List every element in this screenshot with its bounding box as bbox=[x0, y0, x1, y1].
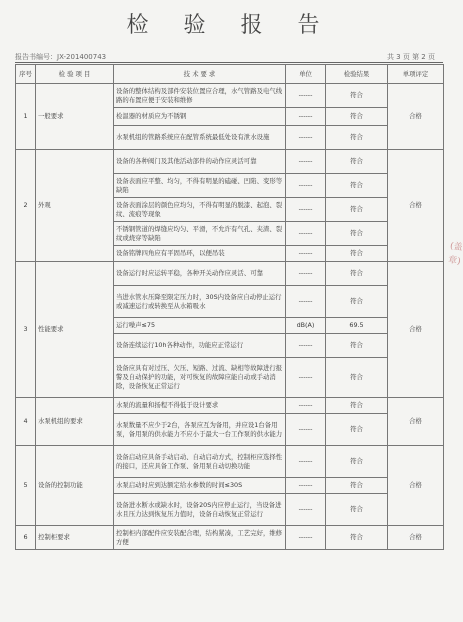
header-evaluation: 单项评定 bbox=[388, 65, 444, 84]
cell-requirement: 设备进水断水或缺水时，设备20S内应停止运行，当设备进水且压力达到恢复压力值时，设备自动恢复正常运行 bbox=[114, 494, 286, 526]
cell-result: 符合 bbox=[326, 334, 388, 358]
cell-unit: ------ bbox=[286, 150, 326, 174]
cell-evaluation: 合格 bbox=[388, 526, 444, 550]
cell-unit: ------ bbox=[286, 526, 326, 550]
report-number: 报告书编号：JX-201400743 bbox=[15, 53, 107, 61]
cell-unit: ------ bbox=[286, 262, 326, 286]
cell-requirement: 不锈钢管道的焊缝应均匀、平滑，不允许有气孔、夹渣、裂纹或烧穿等缺陷 bbox=[114, 222, 286, 246]
cell-no: 5 bbox=[16, 446, 36, 526]
cell-unit: ------ bbox=[286, 334, 326, 358]
table-header-row bbox=[16, 65, 444, 84]
cell-result: 符合 bbox=[326, 198, 388, 222]
cell-result: 符合 bbox=[326, 494, 388, 526]
cell-unit: ------ bbox=[286, 398, 326, 414]
cell-unit: ------ bbox=[286, 84, 326, 108]
cell-requirement: 设备启动应具备手动启动、自动启动方式，控制柜应选择性的接口，还应具备工作泵、备用泵自动切换功能 bbox=[114, 446, 286, 478]
cell-result: 符合 bbox=[326, 150, 388, 174]
table-row bbox=[16, 84, 444, 108]
cell-requirement: 当进水管水压降至限定压力时，30S内设备应自动停止运行或减速运行或转换至从水箱吸水 bbox=[114, 286, 286, 318]
cell-requirement: 设备运行时应运转平稳，各种开关动作应灵活、可靠 bbox=[114, 262, 286, 286]
cell-requirement: 设备应具有对过压、欠压、短路、过流、缺相等故障进行报警及自动保护的功能，对可恢复的故障应能自动或手动消除，设备恢复正常运行 bbox=[114, 358, 286, 398]
cell-result: 符合 bbox=[326, 414, 388, 446]
cell-requirement: 控制柜内部配件应安装配合理，结构紧凑，工艺完好，维修方便 bbox=[114, 526, 286, 550]
cell-result: 符合 bbox=[326, 174, 388, 198]
cell-no: 4 bbox=[16, 398, 36, 446]
cell-requirement: 检温器的材质应为不锈钢 bbox=[114, 108, 286, 126]
cell-unit: ------ bbox=[286, 494, 326, 526]
cell-result: 符合 bbox=[326, 108, 388, 126]
cell-requirement: 设备的各种阀门及其他活动部件的动作应灵活可靠 bbox=[114, 150, 286, 174]
cell-result: 符合 bbox=[326, 358, 388, 398]
cell-result: 符合 bbox=[326, 222, 388, 246]
cell-unit: ------ bbox=[286, 126, 326, 150]
table-row bbox=[16, 526, 444, 550]
cell-no: 6 bbox=[16, 526, 36, 550]
cell-requirement: 设备表面涂层的颜色应均匀，不得有明显的脱漆、起泡、裂纹、流痕等现象 bbox=[114, 198, 286, 222]
cell-item: 控制柜要求 bbox=[36, 526, 114, 550]
cell-unit: ------ bbox=[286, 414, 326, 446]
cell-unit: ------ bbox=[286, 446, 326, 478]
page-info: 共 3 页 第 2 页 bbox=[386, 53, 435, 61]
cell-evaluation: 合格 bbox=[388, 262, 444, 398]
cell-item: 性能要求 bbox=[36, 262, 114, 398]
header-item: 检 验 项 目 bbox=[36, 65, 114, 84]
cell-result: 符合 bbox=[326, 262, 388, 286]
header-divider bbox=[15, 62, 443, 63]
cell-unit: ------ bbox=[286, 108, 326, 126]
cell-no: 2 bbox=[16, 150, 36, 262]
cell-requirement: 设备连续运行10h各种动作，功能应正常运行 bbox=[114, 334, 286, 358]
cell-result: 69.5 bbox=[326, 318, 388, 334]
cell-unit: ------ bbox=[286, 358, 326, 398]
cell-requirement: 水泵的流量和扬程不得低于设计要求 bbox=[114, 398, 286, 414]
cell-requirement: 设备表面应平整、均匀，不得有明显的磕碰、凹陷、变形等缺陷 bbox=[114, 174, 286, 198]
header-requirement: 技 术 要 求 bbox=[114, 65, 286, 84]
cell-requirement: 运行噪声≤75 bbox=[114, 318, 286, 334]
cell-requirement: 设备铭牌四角应有平固吊环，以便吊装 bbox=[114, 246, 286, 262]
report-title: 检 验 报 告 bbox=[126, 13, 334, 38]
seal-stamp: (盖章) bbox=[447, 241, 463, 267]
cell-requirement: 水泵机组的管路系统应在配管系统最低处设有泄水设施 bbox=[114, 126, 286, 150]
cell-result: 符合 bbox=[326, 286, 388, 318]
table-row bbox=[16, 398, 444, 414]
cell-result: 符合 bbox=[326, 478, 388, 494]
cell-unit: ------ bbox=[286, 222, 326, 246]
cell-requirement: 设备的整体结构及部件安装位置应合理，水气管路及电气线路的布置应便于安装和维修 bbox=[114, 84, 286, 108]
cell-item: 水泵机组的要求 bbox=[36, 398, 114, 446]
table-row bbox=[16, 446, 444, 478]
cell-item: 外观 bbox=[36, 150, 114, 262]
inspection-table bbox=[15, 64, 444, 550]
cell-result: 符合 bbox=[326, 126, 388, 150]
cell-unit: ------ bbox=[286, 246, 326, 262]
cell-unit: dB(A) bbox=[286, 318, 326, 334]
cell-result: 符合 bbox=[326, 246, 388, 262]
cell-unit: ------ bbox=[286, 198, 326, 222]
cell-unit: ------ bbox=[286, 286, 326, 318]
cell-unit: ------ bbox=[286, 174, 326, 198]
cell-evaluation: 合格 bbox=[388, 398, 444, 446]
cell-item: 设备的控制功能 bbox=[36, 446, 114, 526]
cell-requirement: 水泵启动时应到达额定给水参数的时间≤30S bbox=[114, 478, 286, 494]
header-no: 序号 bbox=[16, 65, 36, 84]
cell-evaluation: 合格 bbox=[388, 84, 444, 150]
cell-no: 3 bbox=[16, 262, 36, 398]
header-result: 检验结果 bbox=[326, 65, 388, 84]
cell-item: 一般要求 bbox=[36, 84, 114, 150]
table-row bbox=[16, 262, 444, 286]
cell-result: 符合 bbox=[326, 84, 388, 108]
cell-result: 符合 bbox=[326, 526, 388, 550]
cell-requirement: 水泵数量不应少于2台，各泵应互为备用，并应设1台备用泵，备用泵的供水能力不应小于最大一台工作泵的供水能力 bbox=[114, 414, 286, 446]
cell-no: 1 bbox=[16, 84, 36, 150]
table-row bbox=[16, 150, 444, 174]
header-unit: 单位 bbox=[286, 65, 326, 84]
cell-result: 符合 bbox=[326, 446, 388, 478]
cell-evaluation: 合格 bbox=[388, 446, 444, 526]
cell-result: 符合 bbox=[326, 398, 388, 414]
cell-evaluation: 合格 bbox=[388, 150, 444, 262]
cell-unit: ------ bbox=[286, 478, 326, 494]
